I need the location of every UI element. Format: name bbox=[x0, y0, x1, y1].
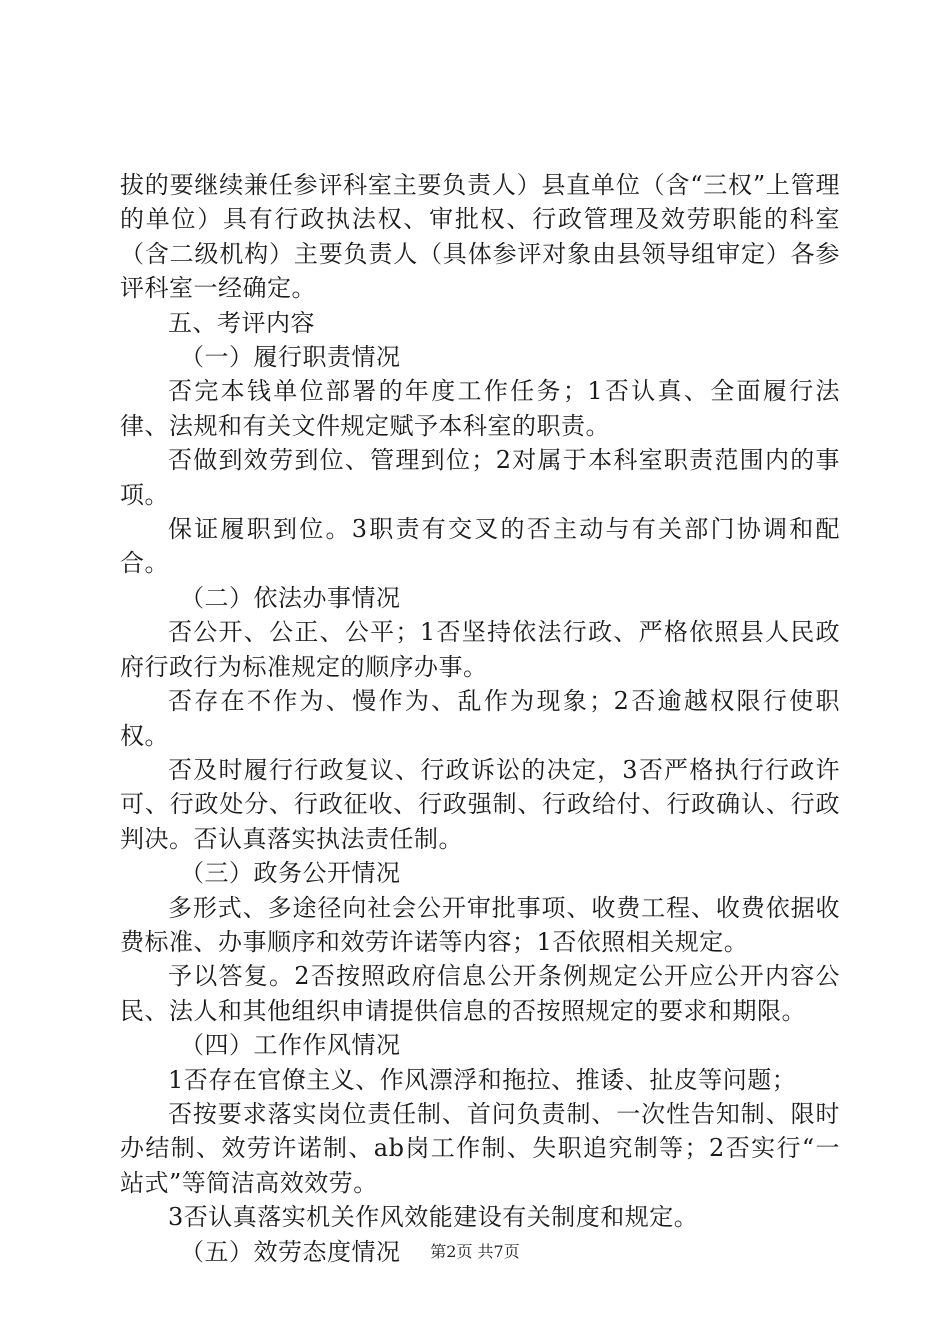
paragraph: 否及时履行行政复议、行政诉讼的决定，3否严格执行行政许可、行政处分、行政征收、行政强制、行政给付、行政确认、行政判决。否认真落实执法责任制。 bbox=[120, 755, 840, 853]
paragraph: 保证履职到位。3职责有交叉的否主动与有关部门协调和配合。 bbox=[120, 515, 840, 578]
paragraph-continuation: 拔的要继续兼任参评科室主要负责人）县直单位（含“三权”上管理的单位）具有行政执法权、审批权、行政管理及效劳职能的科室（含二级机构）主要负责人（具体参评对象由县领导组审定）各参评科室一经确定。 bbox=[120, 171, 840, 303]
paragraph: 多形式、多途径向社会公开审批事项、收费工程、收费依据收费标准、办事顺序和效劳许诺等内容；1否依照相关规定。 bbox=[120, 893, 840, 956]
subheading-openness: （三）政务公开情况 bbox=[180, 859, 401, 888]
paragraph: 否按要求落实岗位责任制、首问负责制、一次性告知制、限时办结制、效劳许诺制、ab岗工作制、失职追究制等；2否实行“一站式”等简洁高效效劳。 bbox=[120, 1099, 840, 1197]
subheading-service-attitude: （五）效劳态度情况 bbox=[180, 1237, 401, 1266]
paragraph: 否存在不作为、慢作为、乱作为现象；2否逾越权限行使职权。 bbox=[120, 687, 840, 750]
paragraph: 3否认真落实机关作风效能建设有关制度和规定。 bbox=[168, 1203, 699, 1232]
subheading-law: （二）依法办事情况 bbox=[180, 583, 401, 612]
subheading-duties: （一）履行职责情况 bbox=[180, 343, 401, 372]
paragraph: 否完本钱单位部署的年度工作任务；1否认真、全面履行法律、法规和有关文件规定赋予本科室的职责。 bbox=[120, 377, 840, 440]
paragraph: 1否存在官僚主义、作风漂浮和拖拉、推诿、扯皮等问题； bbox=[168, 1065, 797, 1094]
page-footer: 第2页 共7页 bbox=[430, 1242, 520, 1261]
subheading-work-style: （四）工作作风情况 bbox=[180, 1031, 401, 1060]
paragraph: 否公开、公正、公平；1否坚持依法行政、严格依照县人民政府行政行为标准规定的顺序办事。 bbox=[120, 618, 840, 681]
document-body bbox=[120, 168, 840, 1269]
paragraph: 予以答复。2否按照政府信息公开条例规定公开应公开内容公民、法人和其他组织申请提供信息的否按照规定的要求和期限。 bbox=[120, 962, 840, 1025]
section-heading-5: 五、考评内容 bbox=[168, 308, 315, 337]
paragraph: 否做到效劳到位、管理到位；2对属于本科室职责范围内的事项。 bbox=[120, 446, 840, 509]
